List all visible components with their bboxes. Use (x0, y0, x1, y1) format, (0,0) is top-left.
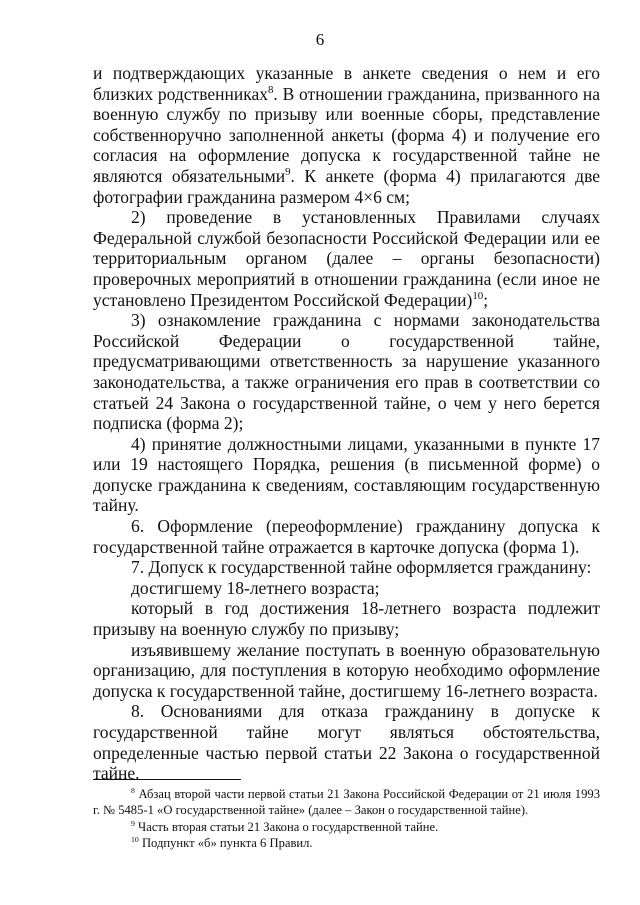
paragraph (93, 701, 600, 783)
footnote (93, 835, 600, 851)
paragraph (93, 578, 600, 599)
text-run: и подтверждающих указанные в анкете сведения о нем и его близких родственниках (93, 63, 600, 104)
paragraph (93, 557, 600, 578)
text-run: 7. Допуск к государственной тайне оформляется гражданину: (131, 557, 592, 578)
footnote (93, 786, 600, 819)
text-run: ; (483, 289, 489, 310)
document-body (93, 63, 600, 784)
paragraph (93, 640, 600, 702)
text-run: Подпункт «б» пункта 6 Правил. (138, 835, 313, 850)
footnote-divider (93, 779, 241, 780)
footnote-ref: 10 (131, 834, 139, 844)
paragraph (93, 207, 600, 310)
text-run: 2) проведение в установленных Правилами случаях Федеральной службой безопасности Российской Федерации или ее территориальным органом (далее – органы безопасности) проверочных мероприятий в отношении гражданина (если иное не установлено Президентом Российской Федерации) (93, 207, 600, 310)
footnote-ref: 9 (131, 818, 135, 828)
text-run: 3) ознакомление гражданина с нормами законодательства Российской Федерации о государственной тайне, предусматривающими ответственность за нарушение указанного законодательства, а также ограничения его прав в соответствии со статьей 24 Закона о государственной тайне, о чем у него берется подписка (форма 2); (93, 310, 600, 434)
page-number: 6 (315, 30, 325, 49)
text-run: 8. Основаниями для отказа гражданину в допуске к государственной тайне могут являться обстоятельства, определенные частью первой статьи 22 Закона о государственной тайне. (93, 701, 600, 784)
text-run: 4) принятие должностными лицами, указанными в пункте 17 или 19 настоящего Порядка, решения (в письменной форме) о допуске гражданина к сведениям, составляющим государственную тайну. (93, 433, 600, 516)
footnote-ref: 9 (285, 166, 291, 179)
text-run: . В отношении гражданина, призванного на военную службу по призыву или военные сборы, представление собственноручно заполненной анкеты (форма 4) и получение его согласия на оформление допуска к государственной тайне не являются обязательными (93, 83, 600, 186)
footnote-ref: 8 (267, 83, 274, 96)
text-run: изъявившему желание поступать в военную образовательную организацию, для поступления в которую необходимо оформление допуска к государственной тайне, достигшему 16-летнего возраста. (93, 639, 600, 701)
text-run: Часть вторая статьи 21 Закона о государственной тайне. (134, 819, 439, 834)
footnote-ref: 10 (472, 289, 484, 302)
paragraph (93, 310, 600, 434)
text-run: который в год достижения 18-летнего возраста подлежит призыву на военную службу по призыву; (93, 598, 600, 640)
paragraph (93, 434, 600, 516)
text-run: . К анкете (форма 4) прилагаются две фотографии гражданина размером 4×6 см; (93, 165, 600, 207)
paragraph (93, 516, 600, 557)
footnote (93, 819, 600, 835)
text-run: 6. Оформление (переоформление) гражданину допуска к государственной тайне отражается в карточке допуска (форма 1). (93, 516, 600, 557)
paragraph (93, 63, 600, 207)
paragraph (93, 598, 600, 639)
text-run: достигшему 18-летнего возраста; (131, 577, 380, 598)
footnotes (93, 786, 600, 851)
text-run: Абзац второй части первой статьи 21 Закона Российской Федерации от 21 июля 1993 г. № 5485-1 «О государственной тайне» (далее – Закон о государственной тайне). (93, 787, 600, 818)
footnote-ref: 8 (131, 785, 135, 795)
